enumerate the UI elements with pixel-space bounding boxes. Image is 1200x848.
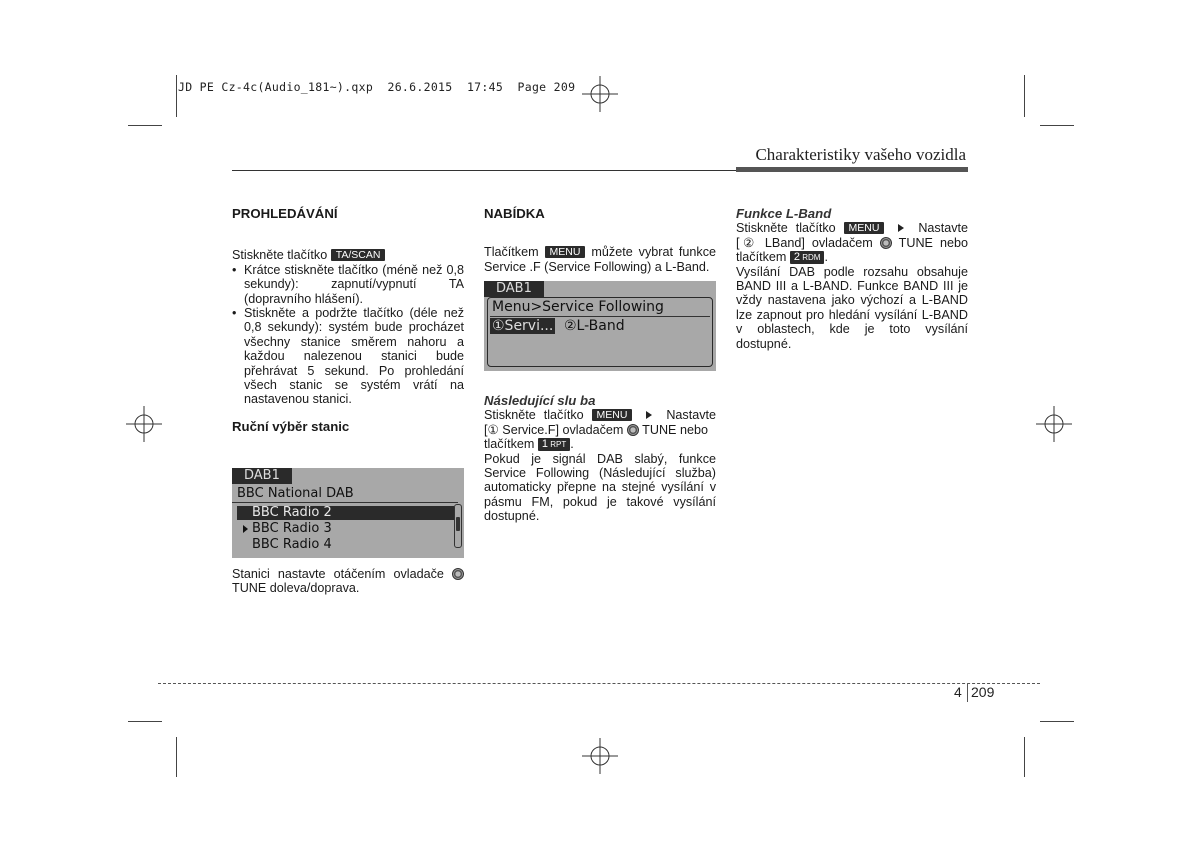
tune-instruction	[232, 567, 464, 596]
menu-path: Menu>Service Following	[492, 299, 664, 315]
menu-option-service-following: ①Servi...	[492, 318, 554, 334]
crop-mark	[176, 737, 177, 777]
crop-mark	[128, 721, 162, 722]
crop-mark	[128, 125, 162, 126]
preset-2-rdm-button	[790, 251, 825, 264]
chapter-number: 4	[954, 684, 962, 700]
ta-scan-button: TA/SCAN	[331, 249, 386, 261]
service-following-section: Následující slu ba Stiskněte tlačítko MENU Nastavte [① Service.F] ovladačem TUNE nebo tlačítkem 1 RPT . Pokud je signál DAB slabý, funkce Service Following (Následující služba) automaticky přepne na stejné vysílání v pásmu FM, pokud je takové vysílání dostupné.	[484, 393, 717, 524]
preset-1-rpt-button	[538, 438, 570, 451]
subheading-lband: Funkce L-Band	[736, 206, 832, 221]
page-number-separator	[967, 684, 968, 702]
crop-mark	[1024, 75, 1025, 117]
scan-intro-text: Stiskněte tlačítko	[232, 248, 328, 263]
tune-text-1: Stanici nastavte otáčením ovladače	[232, 567, 444, 581]
heading-manual-select: Ruční výběr stanic	[232, 418, 350, 434]
lband-text: tlačítkem	[736, 250, 787, 265]
heading-scan: PROHLEDÁVÁNÍ	[232, 206, 338, 221]
menu-intro-text-1: Tlačítkem	[484, 245, 539, 260]
dab-menu-screen	[484, 281, 716, 371]
preset-number: 1	[541, 438, 549, 451]
scan-bullets	[232, 263, 464, 407]
page-number: 209	[971, 684, 995, 700]
screen-tab: DAB1	[484, 281, 544, 297]
ensemble-name: BBC National DAB	[237, 486, 354, 501]
sf-text: Nastavte	[666, 408, 717, 423]
heading-menu: NABÍDKA	[484, 206, 545, 221]
registration-mark-icon	[1036, 406, 1072, 442]
arrow-right-icon	[646, 411, 652, 419]
preset-label: RPT	[550, 440, 567, 450]
menu-intro-text-2: můžete vybrat funkce Service .F (Service Following) a L-Band.	[484, 245, 717, 274]
sf-description: Pokud je signál DAB slabý, funkce Service Following (Následující služba) automaticky přepne na stejné vysílání v pásmu FM, pokud je takové vysílání dostupné.	[484, 451, 716, 524]
scan-intro	[232, 248, 464, 262]
screen-scrollbar	[454, 504, 462, 548]
tune-text-2: TUNE doleva/doprava.	[232, 581, 360, 596]
column-middle	[484, 207, 716, 274]
sf-text: [① Service.F] ovladačem	[484, 422, 624, 437]
crop-mark	[176, 75, 177, 117]
screen-tab: DAB1	[232, 468, 292, 484]
list-item: • Krátce stiskněte tlačítko (méně než 0,8 sekundy): zapnutí/vypnutí TA (dopravního hlášení).	[232, 263, 464, 306]
preset-label: RDM	[802, 253, 821, 263]
menu-option-lband: ②L-Band	[564, 318, 625, 334]
column-right: Funkce L-Band Stiskněte tlačítko MENU Nastavte [② LBand] ovladačem TUNE nebo tlačítkem 2 RDM . Vysílání DAB podle rozsahu obsahuje BAND III a L-BAND. Funkce BAND III je vždy nastavena jako výchozí a L-BAND lze zapnout pro hledání vysílání L-BAND v oblastech, kde je toto vysílání dostupné.	[736, 206, 969, 351]
sf-text: tlačítkem	[484, 437, 535, 452]
lband-text: TUNE nebo	[898, 235, 968, 250]
registration-mark-icon	[582, 76, 618, 112]
lband-text: [② LBand] ovladačem	[736, 235, 873, 250]
crop-mark	[1040, 125, 1074, 126]
subheading-service-following: Následující slu ba	[484, 393, 596, 408]
menu-button: MENU	[592, 409, 633, 421]
list-item: • Stiskněte a podržte tlačítko (déle než 0,8 sekundy): systém bude procházet všechny stanice směrem nahoru a každou nalezenou stanici bude přehrávat 5 sekund. Po prohledání všech stanic se systém vrátí na nastavenou stanici.	[232, 306, 464, 407]
tune-knob-icon	[627, 424, 639, 436]
print-info: JD PE Cz-4c(Audio_181~).qxp 26.6.2015 17:45 Page 209	[178, 80, 576, 94]
station-item: BBC Radio 4	[252, 537, 332, 552]
menu-button: MENU	[545, 246, 586, 258]
station-item: BBC Radio 2	[252, 505, 332, 520]
page-title: Charakteristiky vašeho vozidla	[755, 145, 966, 164]
dab-station-list-screen	[232, 468, 464, 558]
pointer-arrow-icon	[243, 525, 248, 533]
title-rule-accent	[736, 167, 968, 172]
tune-knob-icon	[880, 237, 892, 249]
registration-mark-icon	[582, 738, 618, 774]
preset-number: 2	[793, 251, 801, 264]
screen-divider	[232, 502, 458, 503]
scrollbar-thumb	[456, 517, 460, 531]
sf-text: TUNE nebo	[642, 422, 708, 437]
tune-knob-icon	[452, 568, 464, 580]
registration-mark-icon	[126, 406, 162, 442]
menu-intro	[484, 245, 716, 274]
lband-text: Nastavte	[918, 221, 969, 236]
screen-divider	[490, 316, 710, 317]
arrow-right-icon	[898, 224, 904, 232]
lband-text: Stiskněte tlačítko	[736, 221, 836, 236]
station-item: BBC Radio 3	[252, 521, 332, 536]
crop-mark	[1024, 737, 1025, 777]
footer-rule	[158, 683, 1040, 684]
lband-description: Vysílání DAB podle rozsahu obsahuje BAND III a L-BAND. Funkce BAND III je vždy nastavena jako výchozí a L-BAND lze zapnout pro hledání vysílání L-BAND v oblastech, kde je toto vysílání dostupné.	[736, 264, 968, 351]
menu-button: MENU	[844, 222, 885, 234]
sf-text: Stiskněte tlačítko	[484, 408, 584, 423]
column-left	[232, 207, 464, 434]
crop-mark	[1040, 721, 1074, 722]
